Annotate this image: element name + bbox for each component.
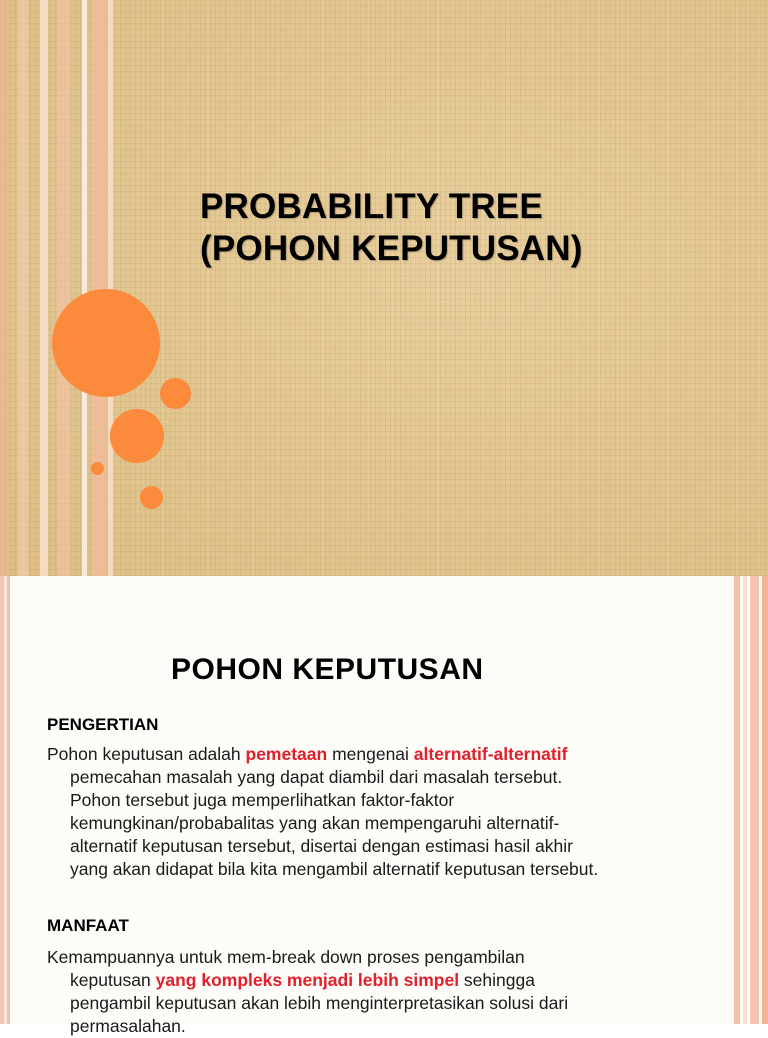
paragraph-line: yang akan didapat bila kita mengambil alternatif keputusan tersebut. [70,859,599,879]
paragraph-line: Pohon tersebut juga memperlihatkan faktor-faktor [70,790,455,810]
pengertian-paragraph [47,743,697,881]
paragraph-line: Kemampuannya untuk mem-break down proses pengambilan [47,947,525,967]
paragraph-line: alternatif keputusan tersebut, disertai dengan estimasi hasil akhir [70,836,573,856]
left-border-stripe [0,576,10,1024]
large-orange-circle [52,289,160,397]
manfaat-heading: MANFAAT [47,916,129,935]
right-border-stripes [734,576,768,1024]
highlight-pemetaan: pemetaan [245,744,328,764]
paragraph-line: pengambil keputusan akan lebih menginterpretasikan solusi dari [70,993,569,1013]
slide-title: POHON KEPUTUSAN [171,653,484,686]
decorative-stripes [0,0,120,576]
small-orange-circle-bottom [140,486,163,509]
paragraph-line: pemecahan masalah yang dapat diambil dari masalah tersebut. [70,767,563,787]
tiny-orange-circle [91,462,104,475]
highlight-alternatif: alternatif-alternatif [413,744,568,764]
small-orange-circle [160,378,191,409]
paragraph-line: keputusan yang kompleks menjadi lebih simpel sehingga [70,970,535,990]
paragraph-line: Pohon keputusan adalah pemetaan mengenai alternatif-alternatif [47,744,568,764]
title-line-1: PROBABILITY TREE [200,187,543,226]
slide-title [200,186,583,270]
paragraph-line: permasalahan. [70,1016,186,1036]
pengertian-heading: PENGERTIAN [47,715,159,734]
manfaat-paragraph [47,946,697,1038]
paragraph-line: kemungkinan/probabalitas yang akan mempengaruhi alternatif- [70,813,560,833]
title-line-2: (POHON KEPUTUSAN) [200,229,583,268]
highlight-simpel: yang kompleks menjadi lebih simpel [155,970,460,990]
medium-orange-circle [110,409,164,463]
content-slide [0,576,768,1036]
